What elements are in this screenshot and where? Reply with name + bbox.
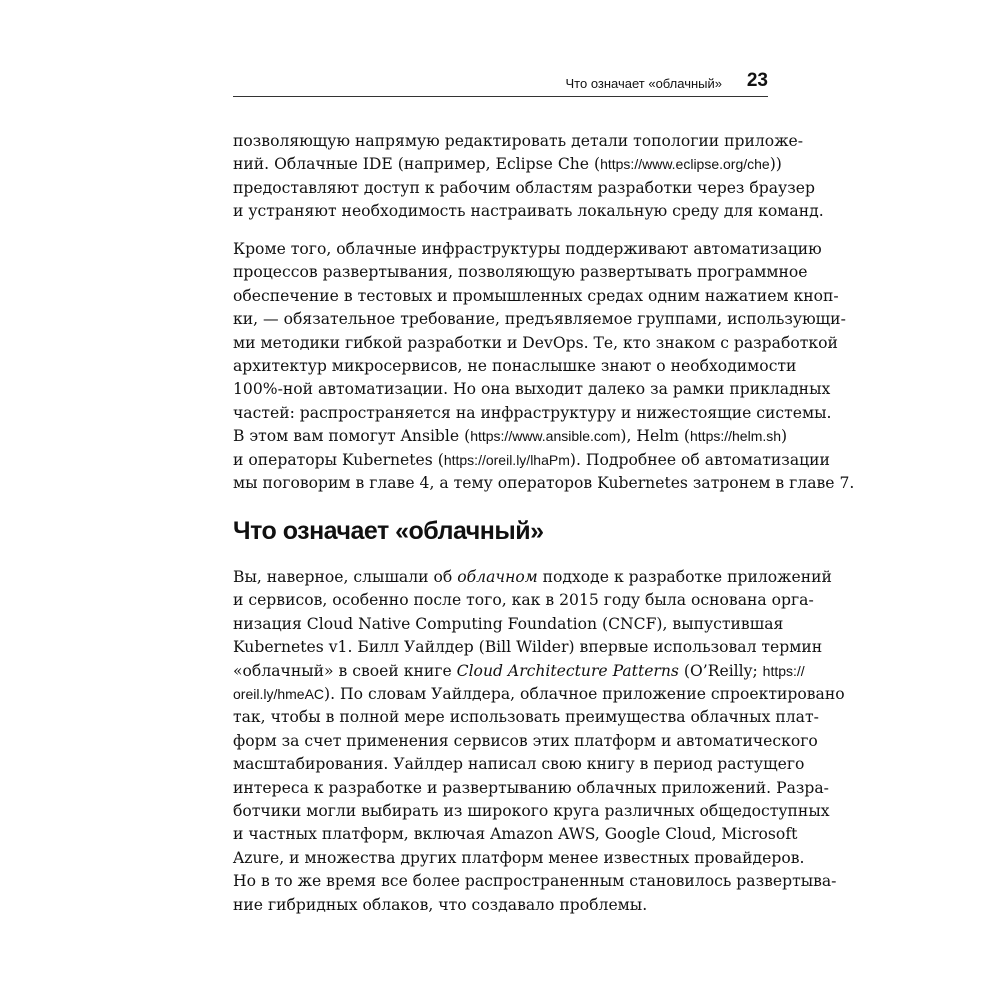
text-line: и операторы Kubernetes (https://oreil.ly/lhaPm). Подробнее об автоматизации: [233, 450, 830, 469]
page-number: 23: [746, 70, 768, 91]
link-cloud-architecture-patterns-cont: oreil.ly/hmeAC: [233, 686, 325, 703]
text-line: архитектур микросервисов, не понаслышке знают о необходимости: [233, 357, 797, 376]
text-line: «облачный» в своей книге Cloud Architecture Patterns (O’Reilly; https://: [233, 661, 805, 680]
paragraph-automation: [233, 238, 855, 495]
text-line: и частных платформ, включая Amazon AWS, Google Cloud, Microsoft: [233, 825, 798, 844]
text-line: мы поговорим в главе 4, а тему операторов Kubernetes затронем в главе 7.: [233, 474, 855, 493]
text-line: процессов развертывания, позволяющую развертывать программное: [233, 263, 808, 282]
text-line: и сервисов, особенно после того, как в 2015 году была основана орга-: [233, 591, 814, 610]
text-line: oreil.ly/hmeAC). По словам Уайлдера, облачное приложение спроектировано: [233, 685, 845, 704]
text-line: и устраняют необходимость настраивать локальную среду для команд.: [233, 202, 824, 221]
text-line: так, чтобы в полной мере использовать преимущества облачных плат-: [233, 708, 819, 727]
text-line: частей: распространяется на инфраструктуру и нижестоящие системы.: [233, 403, 832, 422]
text-line: ний. Облачные IDE (например, Eclipse Che (https://www.eclipse.org/che)): [233, 155, 782, 174]
text-line: интереса к разработке и развертыванию облачных приложений. Разра-: [233, 778, 829, 797]
section-heading: Что означает «облачный»: [233, 517, 544, 545]
paragraph-ide: [233, 130, 824, 224]
text-line: Кроме того, облачные инфраструктуры поддерживают автоматизацию: [233, 240, 822, 258]
link-cloud-architecture-patterns: https://: [762, 662, 805, 679]
text-line: форм за счет применения сервисов этих платформ и автоматического: [233, 731, 818, 750]
text-line: низация Cloud Native Computing Foundation (CNCF), выпустившая: [233, 614, 784, 633]
link-eclipse-che: https://www.eclipse.org/che: [600, 156, 770, 173]
paragraph-cloud-native: [233, 566, 845, 917]
text-line: ки, — обязательное требование, предъявляемое группами, использующи-: [233, 310, 846, 329]
text-line: ми методики гибкой разработки и DevOps. Те, кто знаком с разработкой: [233, 333, 838, 352]
running-title: Что означает «облачный»: [565, 76, 722, 91]
text-line: ботчики могли выбирать из широкого круга различных общедоступных: [233, 802, 830, 821]
text-line: Вы, наверное, слышали об облачном подходе к разработке приложений: [233, 568, 832, 586]
text-line: предоставляют доступ к рабочим областям разработки через браузер: [233, 178, 815, 197]
text-line: Kubernetes v1. Билл Уайлдер (Bill Wilder) впервые использовал термин: [233, 638, 823, 657]
running-header: [233, 66, 768, 97]
link-kubernetes-operators: https://oreil.ly/lhaPm: [443, 451, 570, 468]
text-line: ние гибридных облаков, что создавало проблемы.: [233, 895, 648, 914]
text-line: позволяющую напрямую редактировать детали топологии приложе-: [233, 132, 804, 150]
text-line: В этом вам помогут Ansible (https://www.ansible.com), Helm (https://helm.sh): [233, 427, 788, 446]
text-line: масштабирования. Уайлдер написал свою книгу в период растущего: [233, 755, 805, 774]
text-line: 100%-ной автоматизации. Но она выходит далеко за рамки прикладных: [233, 380, 831, 399]
link-ansible: https://www.ansible.com: [470, 428, 621, 445]
link-helm: https://helm.sh: [690, 428, 782, 445]
text-line: Azure, и множества других платформ менее известных провайдеров.: [233, 848, 805, 867]
text-line: обеспечение в тестовых и промышленных средах одним нажатием кноп-: [233, 286, 839, 305]
text-line: Но в то же время все более распространенным становилось развертыва-: [233, 872, 837, 891]
